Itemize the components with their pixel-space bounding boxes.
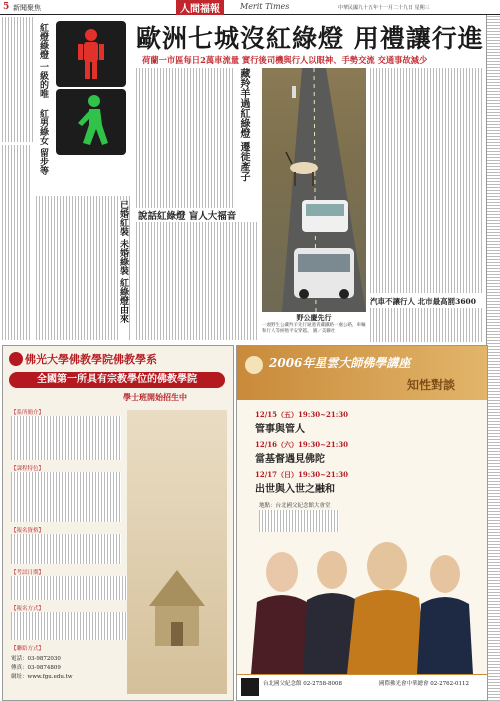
masthead: 人間福報 [176, 0, 224, 15]
red-man-light [56, 21, 126, 87]
road-scene-icon [262, 68, 366, 312]
session-0-time: 12/15（五）19:30~21:30 [255, 410, 349, 419]
headline: 歐洲七城沒紅綠燈 用禮讓行進 [136, 24, 484, 53]
session-0 [255, 410, 475, 435]
session-0-topic: 管事與管人 [255, 424, 305, 435]
ad-right-subtitle: 知性對談 [407, 378, 456, 392]
photo-caption-title: 野公慶先行 [296, 313, 332, 322]
lecture-footer [237, 674, 487, 701]
vertical-heading-2: 說話紅綠燈 盲人大福音 [138, 211, 237, 222]
session-2-time: 12/17（日）19:30~21:30 [255, 470, 349, 479]
ad-left-label-2: 【報名資格】 [11, 528, 45, 534]
session-2-topic: 出世與入世之融和 [255, 484, 335, 495]
ad-left-banner: 全國第一所具有宗教學位的佛教學院 [9, 372, 225, 388]
session-1-time: 12/16（六）19:30~21:30 [255, 440, 349, 449]
photo-caption [262, 313, 366, 343]
footer-logo-icon [241, 678, 259, 696]
ad-left-label-3: 【考試日期】 [11, 570, 45, 576]
session-2 [255, 470, 475, 495]
left-title-1: 紅燈綠燈 一級的唯 [38, 23, 48, 99]
ad-left-block-2 [11, 534, 121, 564]
subheadline: 荷蘭一市區每日2萬車流量 實行後司機與行人以眼神、手勢交流 交通事故減少 [142, 55, 428, 65]
ad-left-label-5: 【聯絡方式】 [11, 646, 45, 652]
page-number: 5 [3, 2, 10, 12]
college-building-photo [127, 410, 227, 694]
article-body-2 [136, 222, 258, 340]
speakers-icon [237, 532, 487, 674]
left-title-2: 紅男綠女 留步等 [38, 109, 48, 176]
speakers-photo [237, 532, 487, 674]
ad-left-contact-1: 傳真：03-9874809 [11, 665, 61, 671]
right-edge-strip [486, 15, 500, 701]
ad-left-contact-0: 電話：03-9872030 [11, 656, 61, 662]
article-body-1 [136, 68, 234, 208]
college-logo-icon [9, 352, 23, 366]
venue-label: 地點：台北國父紀念館大會堂 [259, 503, 331, 509]
page-header [0, 0, 500, 15]
article-body-right [370, 68, 484, 293]
right-caption: 汽車不讓行人 北市最高罰3600 [370, 297, 476, 306]
antelope-photo [262, 68, 366, 312]
traffic-light-area [34, 17, 132, 195]
left-lower-text [2, 145, 32, 340]
ad-left-contact-2: 網址：www.fgu.edu.tw [11, 674, 73, 680]
section-label: 新聞聚焦 [13, 4, 41, 12]
left-text-column [2, 17, 34, 142]
ad-left-block-0 [11, 416, 121, 460]
session-1-topic: 當基督遇見佛陀 [255, 454, 325, 465]
ad-left-logo-text: 佛光大學佛教學院佛教學系 [25, 353, 157, 366]
vertical-heading-3: 已婚紅裝 未婚綠裝 紅綠燈由來 [118, 200, 128, 340]
ad-left-label-0: 【系所簡介】 [11, 410, 45, 416]
ad-left-enroll: 學士班開始招生中 [123, 392, 187, 402]
lecture-ad[interactable] [236, 345, 488, 701]
green-man-icon [56, 89, 126, 155]
masthead-subtitle: Merit Times [240, 2, 290, 11]
article-body-right-2 [370, 308, 484, 342]
green-man-light [56, 89, 126, 155]
ad-left-label-1: 【課程特色】 [11, 466, 45, 472]
lotus-icon [245, 356, 263, 374]
red-man-icon [56, 21, 126, 87]
issue-date: 中華民國九十五年十一月二十九日 星期三 [338, 5, 430, 11]
lecture-title-bar [237, 346, 487, 400]
photo-caption-text: 一頭野生公藏羚羊先行通過青藏鐵路一處公路，車輛和行人等候牠平安穿越。 圖／美聯社 [262, 323, 366, 334]
session-1 [255, 440, 475, 465]
vertical-heading-1: 藏羚羊過紅綠燈 遷徙產子 [238, 68, 249, 182]
footer-left: 台北國父紀念館 02-2758-8008 [263, 681, 342, 687]
footer-right: 國際佛光會中華總會 02-2762-0112 [379, 681, 469, 687]
building-icon [127, 410, 227, 694]
ad-right-title: 2006年星雲大師佛學講座 [269, 356, 411, 370]
ad-left-label-4: 【報名方式】 [11, 606, 45, 612]
ad-left-block-1 [11, 472, 121, 522]
buddhist-college-ad[interactable] [2, 345, 234, 701]
venue-details [259, 510, 339, 532]
